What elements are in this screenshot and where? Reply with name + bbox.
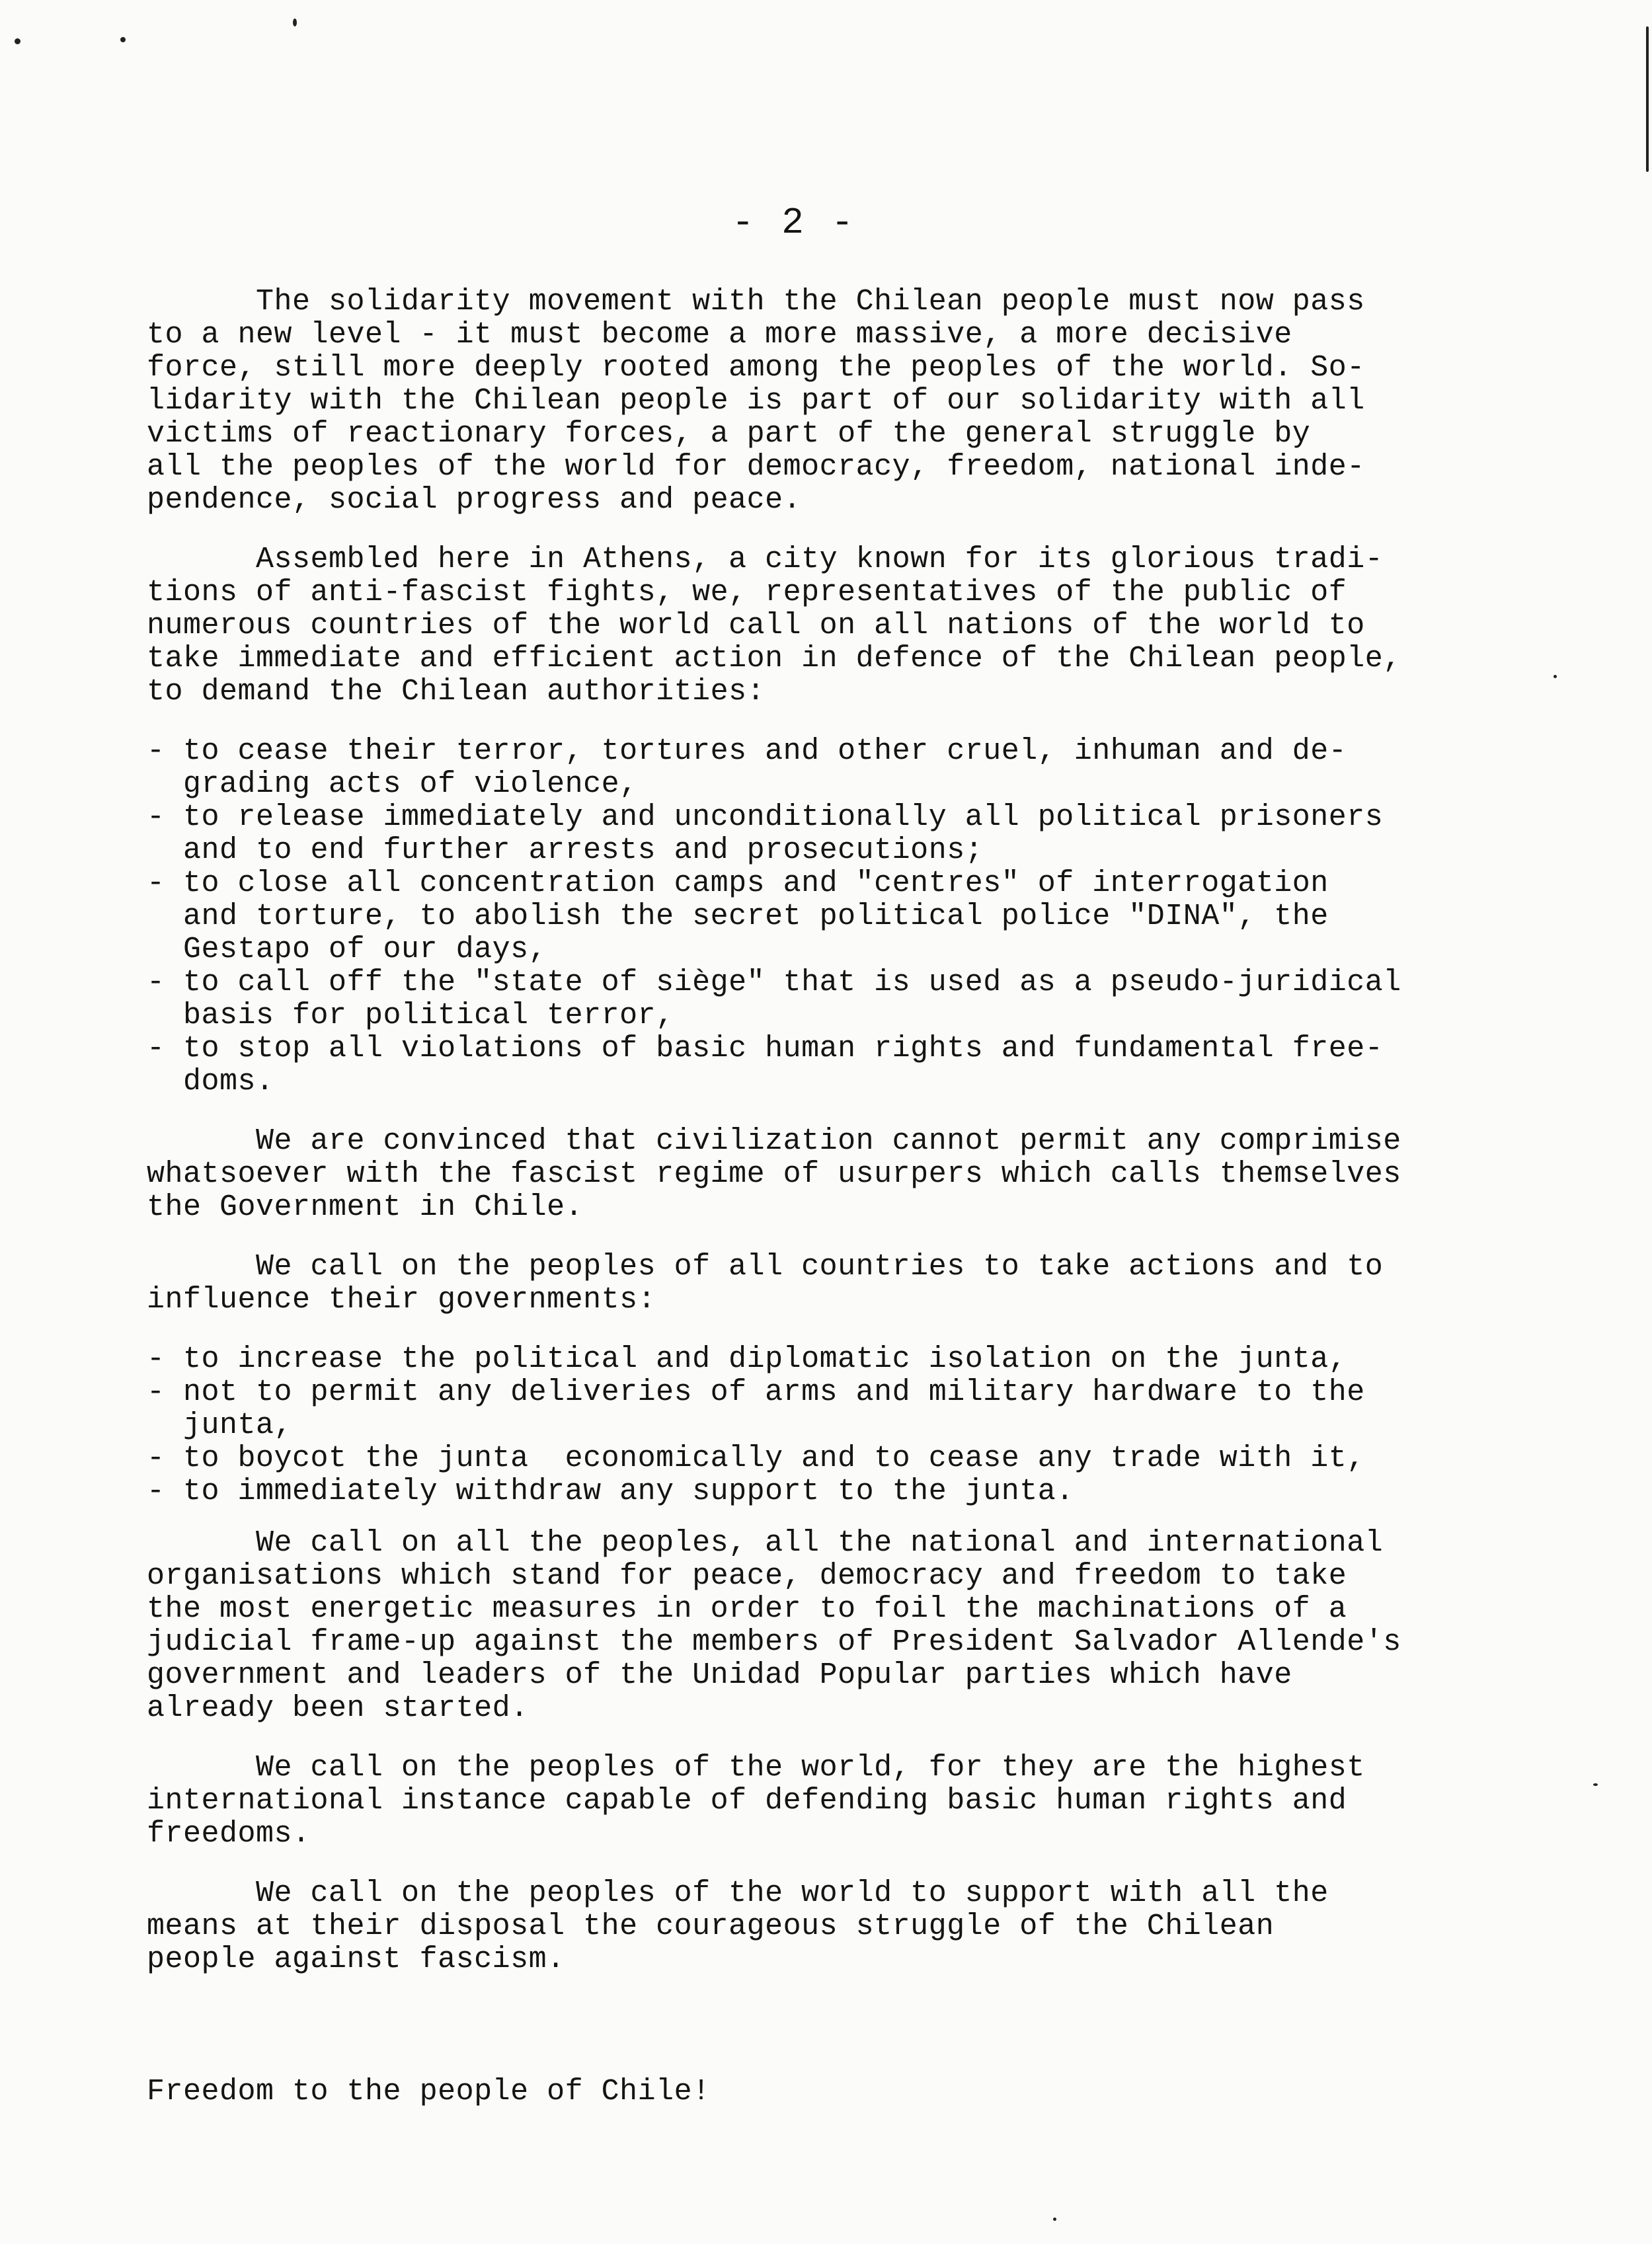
text-line: government and leaders of the Unidad Popular parties which have [147,1658,1292,1692]
scan-speck [1593,1783,1598,1786]
letter-body [147,286,1575,2109]
text-line: people against fascism. [147,1943,565,1976]
page-number: - 2 - [732,202,857,244]
text-line: The solidarity movement with the Chilean people must now pass [147,285,1365,319]
text-line: judicial frame-up against the members of President Salvador Allende's [147,1625,1401,1659]
text-line: influence their governments: [147,1283,656,1317]
list-item: - to cease their terror, tortures and other cruel, inhuman and de- [147,734,1347,768]
list-item: doms. [147,1065,274,1099]
list-item: - to stop all violations of basic human rights and fundamental free- [147,1032,1384,1065]
text-line: force, still more deeply rooted among the peoples of the world. So- [147,351,1365,385]
text-line: We call on the peoples of the world, for they are the highest [147,1751,1365,1785]
text-line: already been started. [147,1691,529,1725]
scan-speck [1554,675,1557,678]
list-item: - to increase the political and diplomatic isolation on the junta, [147,1342,1347,1376]
scan-speck [120,37,126,42]
paragraph-call-peoples [147,1251,1575,1317]
text-line: to a new level - it must become a more massive, a more decisive [147,318,1292,352]
list-item: basis for political terror, [147,999,674,1032]
text-line: We call on the peoples of the world to support with all the [147,1876,1329,1910]
text-line: international instance capable of defending basic human rights and [147,1784,1347,1818]
list-item: - to boycot the junta economically and to cease any trade with it, [147,1442,1365,1475]
text-line: organisations which stand for peace, democracy and freedom to take [147,1559,1347,1593]
list-item: Gestapo of our days, [147,933,547,966]
list-item: junta, [147,1409,293,1442]
closing-line: Freedom to the people of Chile! [147,2075,711,2109]
text-line: lidarity with the Chilean people is part of our solidarity with all [147,384,1365,418]
text-line: We call on the peoples of all countries to take actions and to [147,1250,1384,1284]
scan-speck [1053,2218,1056,2221]
text-line: take immediate and efficient action in defence of the Chilean people, [147,642,1401,676]
list-item: - to release immediately and unconditionally all political prisoners [147,800,1384,834]
scan-speck [1646,26,1649,172]
paragraph-athens [147,543,1575,709]
list-item: - not to permit any deliveries of arms and military hardware to the [147,1375,1365,1409]
actions-list [147,1343,1575,1508]
list-item: - to immediately withdraw any support to the junta. [147,1475,1074,1508]
text-line: We call on all the peoples, all the national and international [147,1526,1384,1560]
text-line: pendence, social progress and peace. [147,483,802,517]
list-item: - to close all concentration camps and "centres" of interrogation [147,867,1329,900]
list-item: - to call off the "state of siège" that is used as a pseudo-juridical [147,966,1401,999]
list-item: grading acts of violence, [147,767,638,801]
demands-list [147,735,1575,1099]
text-line: the most energetic measures in order to foil the machinations of a [147,1592,1347,1626]
paragraph-civilization [147,1125,1575,1224]
paragraph-support [147,1877,1575,1976]
text-line: all the peoples of the world for democracy, freedom, national inde- [147,450,1365,484]
text-line: victims of reactionary forces, a part of the general struggle by [147,417,1311,451]
text-line: the Government in Chile. [147,1190,584,1224]
text-line: freedoms. [147,1817,311,1851]
text-line: to demand the Chilean authorities: [147,675,766,709]
paragraph-organisations [147,1527,1575,1725]
scan-speck [293,19,297,26]
text-line: whatsoever with the fascist regime of usurpers which calls themselves [147,1157,1401,1191]
list-item: and to end further arrests and prosecutions; [147,833,984,867]
text-line: We are convinced that civilization cannot permit any comprimise [147,1124,1401,1158]
scan-speck [15,38,20,44]
list-item: and torture, to abolish the secret political police "DINA", the [147,900,1329,933]
paragraph-solidarity [147,286,1575,517]
text-line: tions of anti-fascist fights, we, representatives of the public of [147,576,1347,609]
text-line: numerous countries of the world call on all nations of the world to [147,609,1365,642]
paragraph-human-rights [147,1752,1575,1851]
text-line: means at their disposal the courageous struggle of the Chilean [147,1910,1275,1943]
text-line: Assembled here in Athens, a city known for its glorious tradi- [147,543,1384,576]
